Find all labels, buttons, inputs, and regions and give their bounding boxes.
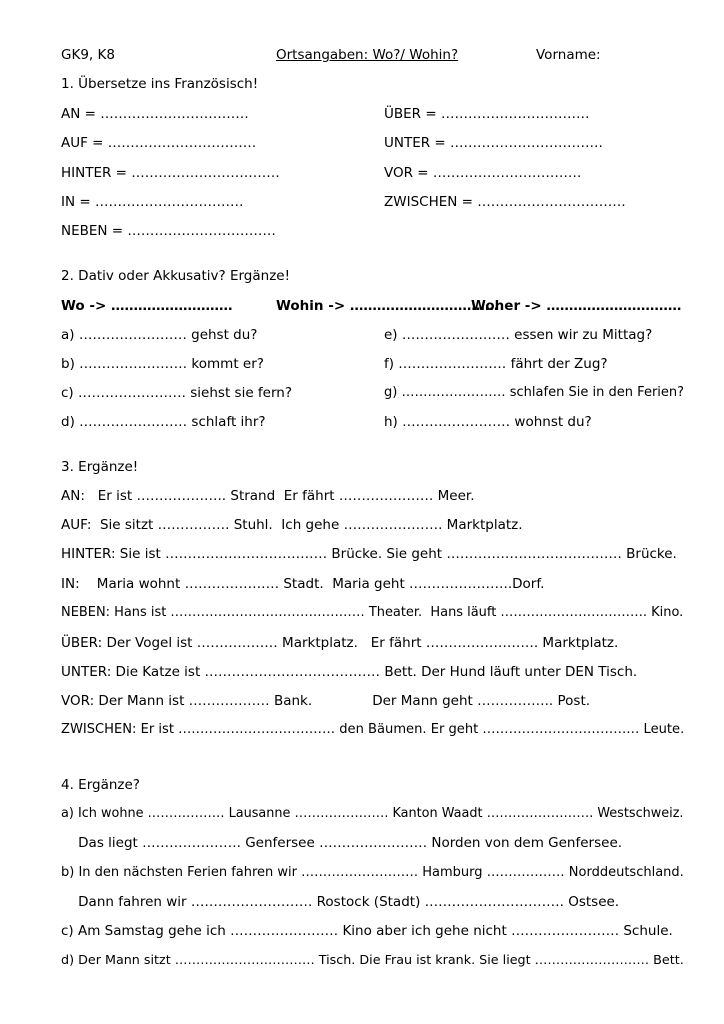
s3-line-unter: UNTER: Die Katze ist ………………………………… Bett. Der Hund läuft unter DEN Tisch. [61,664,638,680]
section4-heading: 4. Ergänze? [61,777,140,793]
page-title: Ortsangaben: Wo?/ Wohin? [276,47,459,63]
s3-line-in: IN: Maria wohnt ………………… Stadt. Maria geht …………………..Dorf. [61,576,545,592]
s2-wohin: Wohin -> …………………………… [276,298,499,314]
s3-line-zwischen: ZWISCHEN: Er ist ……………………………… den Bäumen. Er geht ……………………………… Leute. [61,722,685,737]
s4-line-a2: Das liegt …………………. Genfersee …………………… Norden von dem Genfersee. [61,835,623,851]
section2-heading: 2. Dativ oder Akkusativ? Ergänze! [61,268,290,284]
s2-item-c: c) …………………… siehst sie fern? [61,385,293,401]
s4-line-b1: b) In den nächsten Ferien fahren wir ……………………… Hamburg ……………… Norddeutschland. [61,865,684,880]
s1-left-hinter: HINTER = …………………………… [61,165,280,181]
s2-item-h: h) …………………… wohnst du? [384,414,592,430]
s1-left-in: IN = …………………………… [61,194,244,210]
s3-line-neben: NEBEN: Hans ist ……………………………………… Theater. Hans läuft ……………………………. Kino. [61,605,684,620]
s2-woher: Woher -> ………………………… [471,298,682,314]
s4-line-b2: Dann fahren wir ……………………… Rostock (Stadt) …………………………. Ostsee. [61,894,620,910]
s1-right-unter: UNTER = ……………………………. [384,135,603,151]
section3-heading: 3. Ergänze! [61,459,139,475]
s3-line-ueber: ÜBER: Der Vogel ist ……………… Marktplatz. Er fährt ……………………. Marktplatz. [61,635,619,651]
s1-right-ueber: ÜBER = …………………………… [384,106,590,122]
s4-line-d: d) Der Mann sitzt …………………………… Tisch. Die Frau ist krank. Sie liegt ……………………… Bett. [61,952,684,967]
s2-item-f: f) …………………… fährt der Zug? [384,356,608,372]
s3-line-hinter: HINTER: Sie ist ……………………………… Brücke. Sie geht ………………………………… Brücke. [61,546,677,562]
s2-item-e: e) …………………… essen wir zu Mittag? [384,327,653,343]
s2-item-d: d) …………………… schlaft ihr? [61,414,266,430]
s4-line-c: c) Am Samstag gehe ich …………………… Kino aber ich gehe nicht …………………… Schule. [61,923,673,939]
s3-line-auf: AUF: Sie sitzt ……………. Stuhl. Ich gehe …………………. Marktplatz. [61,517,523,533]
s1-left-neben: NEBEN = …………………………… [61,223,276,239]
s2-wo: Wo -> ……………………… [61,298,233,314]
s1-right-vor: VOR = …………………………… [384,165,582,181]
s2-item-a: a) …………………… gehst du? [61,327,258,343]
s1-left-auf: AUF = …………………………… [61,135,257,151]
s2-item-g: g) …………………… schlafen Sie in den Ferien? [384,385,685,400]
s3-line-vor: VOR: Der Mann ist ……………… Bank. Der Mann geht …………….. Post. [61,693,591,709]
section1-heading: 1. Übersetze ins Französisch! [61,76,259,92]
s2-item-b: b) …………………… kommt er? [61,356,264,372]
firstname-label: Vorname: [536,47,601,63]
s4-line-a1: a) Ich wohne ……………… Lausanne …………………. Kanton Waadt ……………………. Westschweiz. [61,806,684,821]
s1-left-an: AN = …………………………… [61,106,249,122]
s3-line-an: AN: Er ist ……………….. Strand Er fährt ………………… Meer. [61,488,475,504]
s1-right-zwischen: ZWISCHEN = …………………………… [384,194,626,210]
class-label: GK9, K8 [61,47,115,63]
